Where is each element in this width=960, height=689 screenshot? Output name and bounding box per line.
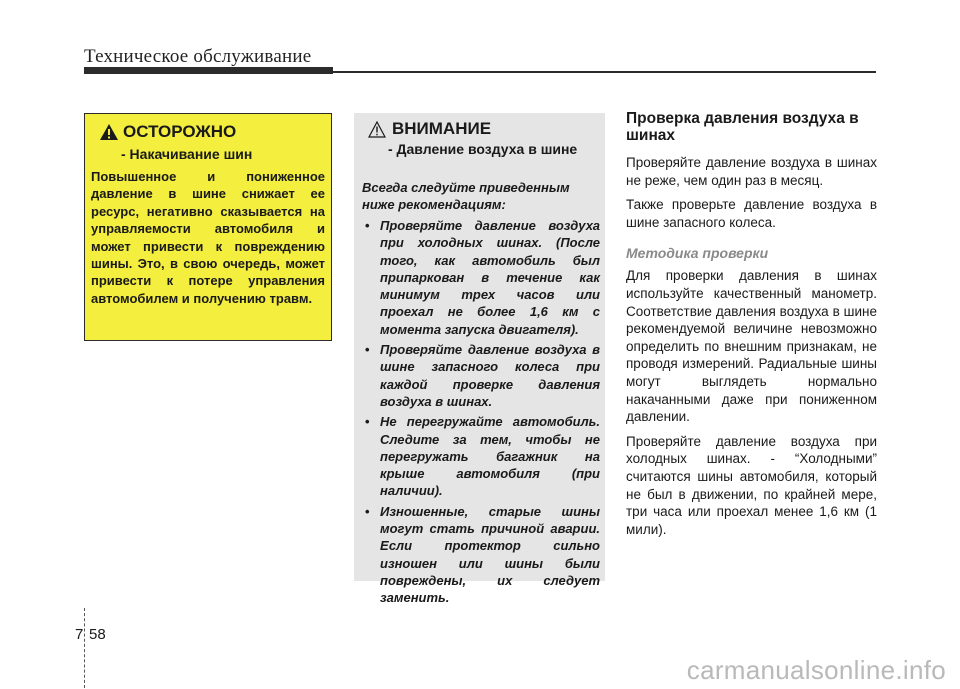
warning-title-row (99, 122, 236, 142)
header-rule-thick (84, 67, 333, 74)
caution-list-item (362, 217, 600, 338)
paragraph: Проверяйте давление воздуха при холодных шинах. - “Холодными” считаются шины автомобиля, который не был в движении, по крайней мере, три часа или проехал менее 1,6 км (1 мили). (626, 433, 877, 537)
watermark: carmanualsonline.info (686, 655, 946, 685)
caution-item-text: Не перегружайте автомобиль. Следите за тем, чтобы не перегружать багажник на крыше автомобиля (при наличии). (380, 414, 600, 499)
bullet-icon: • (365, 503, 370, 519)
bullet-icon: • (365, 218, 370, 233)
section-number: 7 (75, 626, 84, 643)
caution-item-text: Изношенные, старые шины могут стать причиной аварии. Если протектор сильно изношен или шины были повреждены, их следует заменить. (380, 503, 600, 606)
page-number: 58 (89, 626, 106, 643)
caution-item-text: Проверяйте давление воздуха при холодных шинах. (После того, как автомобиль был припаркован в течение как минимум трех часов или проехал не более 1,6 км с момента запуска двигателя). (380, 218, 600, 337)
caution-list (362, 217, 600, 610)
caution-title: ВНИМАНИЕ (392, 119, 492, 138)
warning-triangle-icon (99, 123, 119, 141)
caution-title-row (368, 119, 491, 139)
warning-title: ОСТОРОЖНО (123, 122, 237, 141)
caution-intro: Всегда следуйте приведенным ниже рекомендациям: (362, 180, 570, 212)
caution-subtitle: - Давление воздуха в шине (388, 141, 578, 157)
caution-list-item (362, 413, 600, 499)
warning-body: Повышенное и пониженное давление в шине снижает ее ресурс, негативно сказывается на управляемости автомобиля и может привести к повреждению шины. Это, в свою очередь, может привести к потере управления автомобилем и получению травм. (91, 169, 325, 306)
paragraph: Также проверьте давление воздуха в шине запасного колеса. (626, 197, 877, 230)
caution-item-text: Проверяйте давление воздуха в шине запасного колеса при каждой проверке давления воздуха в шинах. (380, 342, 600, 409)
page-header-title: Техническое обслуживание (84, 46, 312, 67)
warning-box (84, 113, 332, 341)
paragraph: Проверяйте давление воздуха в шинах не реже, чем один раз в месяц. (626, 155, 877, 188)
header-rule-thin (333, 71, 876, 73)
section-title: Проверка давления воздуха в шинах (626, 110, 859, 144)
subheading: Методика проверки (626, 245, 769, 262)
caution-box (354, 113, 605, 606)
caution-triangle-icon (368, 121, 386, 138)
paragraph: Для проверки давления в шинах используйте качественный манометр. Соответствие давления воздуха в шине рекомендуемой величине невозможно определить по внешним признакам, не проводя измерений. Радиальные шины могут выглядеть нормально накачанными даже при пониженном давлении. (626, 268, 877, 425)
bullet-icon: • (365, 342, 370, 358)
footer-divider (84, 608, 85, 688)
main-content (626, 110, 877, 545)
warning-subtitle: - Накачивание шин (121, 146, 253, 162)
caution-list-item (362, 503, 600, 607)
caution-list-item (362, 341, 600, 410)
bullet-icon: • (365, 414, 370, 430)
